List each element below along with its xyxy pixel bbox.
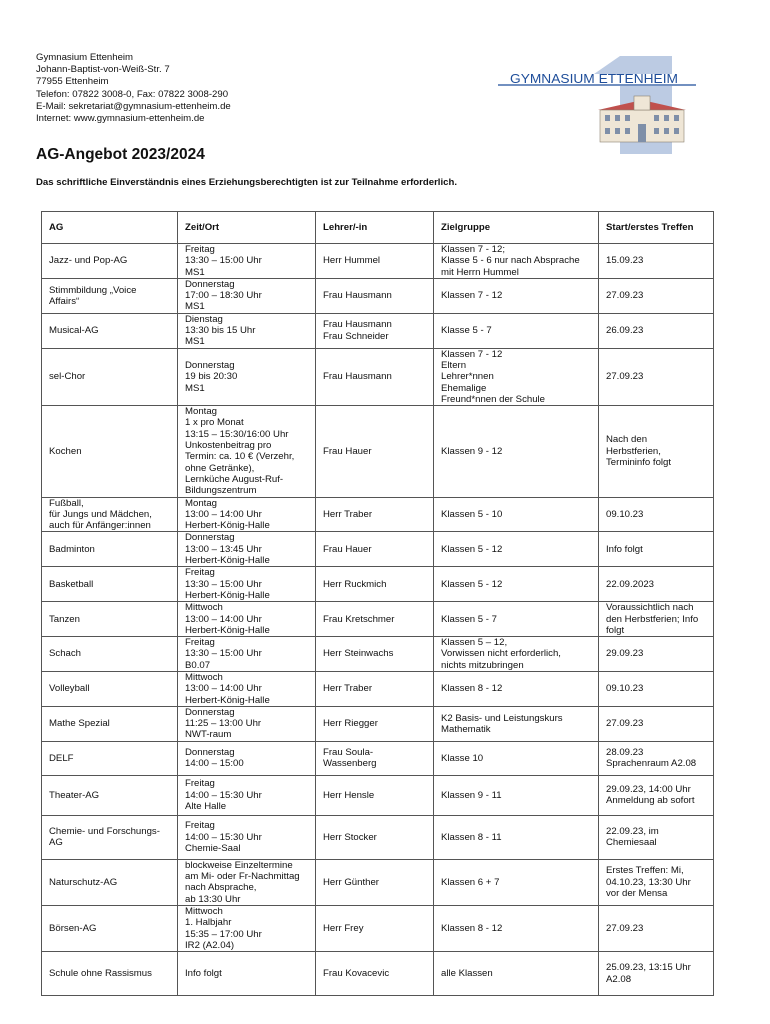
cell-line: Badminton xyxy=(49,543,95,555)
cell-line: 15:35 – 17:00 Uhr xyxy=(185,928,262,940)
table-row xyxy=(42,952,714,996)
cell-line: Termininfo folgt xyxy=(606,456,672,468)
cell-line: Klassen 9 - 11 xyxy=(441,789,502,801)
logo-text: GYMNASIUM ETTENHEIM xyxy=(510,72,678,86)
cell-line: Basketball xyxy=(49,578,94,590)
cell-line: Info folgt xyxy=(606,543,643,555)
cell-line: Freitag xyxy=(185,820,215,832)
cell-line: 1 x pro Monat xyxy=(185,417,244,429)
cell-ag xyxy=(42,706,178,741)
cell-ag xyxy=(42,952,178,996)
cell-line: 11:25 – 13:00 Uhr xyxy=(185,718,262,730)
header-teacher: Lehrer/-in xyxy=(316,212,434,244)
cell-line: 27.09.23 xyxy=(606,922,644,934)
cell-line: 25.09.23, 13:15 Uhr xyxy=(606,962,691,974)
cell-start xyxy=(599,278,714,313)
cell-ag xyxy=(42,313,178,348)
cell-target-group xyxy=(434,313,599,348)
cell-line: am Mi- oder Fr-Nachmittag xyxy=(185,871,300,883)
table-row xyxy=(42,406,714,497)
cell-line: Klassen 5 - 12 xyxy=(441,543,503,555)
cell-time-place xyxy=(178,671,316,706)
table-row xyxy=(42,532,714,567)
cell-line: Herbert-König-Halle xyxy=(185,624,270,636)
cell-time-place xyxy=(178,741,316,775)
cell-time-place xyxy=(178,497,316,532)
cell-target-group xyxy=(434,602,599,637)
cell-line: Klassen 5 - 10 xyxy=(441,508,503,520)
cell-line: A2.08 xyxy=(606,973,632,985)
cell-line: Vorwissen nicht erforderlich, xyxy=(441,648,561,660)
cell-target-group xyxy=(434,859,599,905)
cell-teacher xyxy=(316,775,434,815)
cell-teacher xyxy=(316,815,434,859)
cell-line: 14:00 – 15:00 xyxy=(185,758,244,770)
cell-line: 22.09.23, im xyxy=(606,825,659,837)
cell-line: Freund*nnen der Schule xyxy=(441,393,546,405)
cell-time-place xyxy=(178,532,316,567)
cell-line: Börsen-AG xyxy=(49,922,97,934)
cell-start xyxy=(599,775,714,815)
cell-start xyxy=(599,313,714,348)
cell-target-group xyxy=(434,406,599,497)
cell-time-place xyxy=(178,952,316,996)
cell-line: Frau Hausmann xyxy=(323,319,392,331)
table-row xyxy=(42,313,714,348)
cell-line: NWT-raum xyxy=(185,729,232,741)
cell-line: Chemie- und Forschungs- xyxy=(49,825,160,837)
cell-line: Klassen 7 - 12 xyxy=(441,290,503,302)
cell-line: für Jungs und Mädchen, xyxy=(49,508,152,520)
cell-teacher xyxy=(316,532,434,567)
cell-line: Klassen 5 - 12 xyxy=(441,578,503,590)
cell-start xyxy=(599,244,714,279)
cell-line: 13:30 – 15:00 Uhr xyxy=(185,648,262,660)
cell-ag xyxy=(42,497,178,532)
cell-teacher xyxy=(316,602,434,637)
cell-target-group xyxy=(434,741,599,775)
cell-line: Herr Traber xyxy=(323,508,373,520)
cell-start xyxy=(599,815,714,859)
cell-start xyxy=(599,567,714,602)
cell-line: ohne Getränke), xyxy=(185,462,255,474)
cell-line: Herbstferien, xyxy=(606,445,661,457)
table-row xyxy=(42,905,714,951)
cell-line: 27.09.23 xyxy=(606,718,644,730)
cell-ag xyxy=(42,905,178,951)
cell-teacher xyxy=(316,671,434,706)
cell-line: 15.09.23 xyxy=(606,255,644,267)
cell-line: Frau Soula- xyxy=(323,746,374,758)
cell-line: Herr Stocker xyxy=(323,831,377,843)
cell-line: Donnerstag xyxy=(185,278,235,290)
cell-target-group xyxy=(434,775,599,815)
cell-line: Wassenberg xyxy=(323,758,377,770)
table-row xyxy=(42,497,714,532)
cell-line: 28.09.23 xyxy=(606,746,644,758)
address-line: Gymnasium Ettenheim xyxy=(36,52,134,63)
cell-line: 09.10.23 xyxy=(606,683,644,695)
cell-ag xyxy=(42,348,178,405)
cell-line: Freitag xyxy=(185,637,215,649)
cell-teacher xyxy=(316,313,434,348)
cell-line: Freitag xyxy=(185,778,215,790)
cell-time-place xyxy=(178,244,316,279)
cell-teacher xyxy=(316,497,434,532)
table-row xyxy=(42,859,714,905)
cell-line: Montag xyxy=(185,497,217,509)
header-ag: AG xyxy=(42,212,178,244)
cell-line: Herr Hensle xyxy=(323,789,375,801)
cell-time-place xyxy=(178,706,316,741)
table-row xyxy=(42,567,714,602)
cell-target-group xyxy=(434,348,599,405)
cell-target-group xyxy=(434,952,599,996)
cell-teacher xyxy=(316,637,434,672)
cell-line: Klassen 8 - 12 xyxy=(441,683,503,695)
cell-time-place xyxy=(178,775,316,815)
cell-ag xyxy=(42,815,178,859)
cell-teacher xyxy=(316,741,434,775)
cell-line: 17:00 – 18:30 Uhr xyxy=(185,290,262,302)
cell-line: Alte Halle xyxy=(185,800,227,812)
cell-line: Donnerstag xyxy=(185,359,235,371)
cell-line: Stimmbildung „Voice xyxy=(49,284,137,296)
cell-line: Kochen xyxy=(49,445,82,457)
cell-line: 13:00 – 14:00 Uhr xyxy=(185,613,262,625)
cell-line: Dienstag xyxy=(185,313,223,325)
cell-line: Eltern xyxy=(441,359,467,371)
cell-line: Montag xyxy=(185,406,217,418)
cell-line: 26.09.23 xyxy=(606,325,644,337)
cell-time-place xyxy=(178,567,316,602)
consent-notice: Das schriftliche Einverständnis eines Erziehungsberechtigten ist zur Teilnahme erforderlich. xyxy=(36,177,457,188)
cell-time-place xyxy=(178,406,316,497)
cell-time-place xyxy=(178,278,316,313)
cell-teacher xyxy=(316,244,434,279)
cell-line: Klassen 7 - 12 xyxy=(441,348,503,360)
cell-line: Bildungszentrum xyxy=(185,485,257,497)
cell-line: DELF xyxy=(49,752,74,764)
cell-teacher xyxy=(316,406,434,497)
cell-time-place xyxy=(178,637,316,672)
cell-ag xyxy=(42,244,178,279)
cell-teacher xyxy=(316,859,434,905)
header-start: Start/erstes Treffen xyxy=(599,212,714,244)
cell-line: Klasse 5 - 7 xyxy=(441,325,492,337)
table-row xyxy=(42,244,714,279)
cell-line: Voraussichtlich nach xyxy=(606,602,694,614)
cell-time-place xyxy=(178,602,316,637)
cell-line: nach Absprache, xyxy=(185,882,257,894)
table-row xyxy=(42,706,714,741)
cell-line: Donnerstag xyxy=(185,746,235,758)
cell-target-group xyxy=(434,815,599,859)
cell-line: Frau Hauer xyxy=(323,543,372,555)
cell-line: Herr Riegger xyxy=(323,718,378,730)
cell-line: nichts mitzubringen xyxy=(441,659,524,671)
cell-line: ab 13:30 Uhr xyxy=(185,893,241,905)
cell-line: 13:00 – 14:00 Uhr xyxy=(185,683,262,695)
cell-start xyxy=(599,905,714,951)
cell-line: Lehrer*nnen xyxy=(441,371,494,383)
cell-teacher xyxy=(316,278,434,313)
cell-line: Klasse 5 - 6 nur nach Absprache xyxy=(441,255,580,267)
cell-line: Herr Ruckmich xyxy=(323,578,387,590)
cell-line: Herr Traber xyxy=(323,683,373,695)
cell-line: Herbert-König-Halle xyxy=(185,589,270,601)
table-row xyxy=(42,637,714,672)
cell-line: Herr Steinwachs xyxy=(323,648,394,660)
cell-line: mit Herrn Hummel xyxy=(441,266,519,278)
cell-line: 13:30 – 15:00 Uhr xyxy=(185,255,262,267)
cell-line: Klassen 5 - 7 xyxy=(441,613,497,625)
cell-target-group xyxy=(434,671,599,706)
cell-line: Mittwoch xyxy=(185,602,223,614)
cell-line: Mathematik xyxy=(441,723,491,735)
cell-start xyxy=(599,602,714,637)
cell-line: blockweise Einzeltermine xyxy=(185,859,293,871)
cell-line: Frau Kretschmer xyxy=(323,613,395,625)
cell-line: Frau Hausmann xyxy=(323,371,392,383)
cell-line: Herbert-König-Halle xyxy=(185,694,270,706)
address-line: 77955 Ettenheim xyxy=(36,76,109,88)
cell-line: AG xyxy=(49,837,63,849)
cell-ag xyxy=(42,671,178,706)
cell-line: Volleyball xyxy=(49,683,90,695)
cell-ag xyxy=(42,567,178,602)
cell-line: Herr Günther xyxy=(323,876,379,888)
cell-start xyxy=(599,532,714,567)
cell-line: Ehemalige xyxy=(441,382,487,394)
cell-target-group xyxy=(434,278,599,313)
cell-line: 09.10.23 xyxy=(606,508,644,520)
cell-line: Chemiesaal xyxy=(606,837,657,849)
cell-start xyxy=(599,952,714,996)
cell-line: Klassen 9 - 12 xyxy=(441,445,503,457)
cell-line: Freitag xyxy=(185,244,215,255)
cell-line: 29.09.23, 14:00 Uhr xyxy=(606,783,691,795)
address-line: Internet: www.gymnasium-ettenheim.de xyxy=(36,113,205,125)
header-target-group: Zielgruppe xyxy=(434,212,599,244)
cell-ag xyxy=(42,278,178,313)
cell-target-group xyxy=(434,706,599,741)
table-row xyxy=(42,348,714,405)
address-line: E-Mail: sekretariat@gymnasium-ettenheim.de xyxy=(36,100,231,112)
cell-ag xyxy=(42,741,178,775)
cell-line: sel-Chor xyxy=(49,371,86,383)
cell-line: Affairs“ xyxy=(49,295,80,307)
cell-line: MS1 xyxy=(185,382,205,394)
cell-line: Jazz- und Pop-AG xyxy=(49,255,128,267)
cell-line: auch für Anfänger:innen xyxy=(49,520,151,532)
cell-line: IR2 (A2.04) xyxy=(185,939,235,951)
cell-line: 19 bis 20:30 xyxy=(185,371,238,383)
cell-line: Sprachenraum A2.08 xyxy=(606,758,697,770)
cell-line: Naturschutz-AG xyxy=(49,876,118,888)
cell-target-group xyxy=(434,497,599,532)
cell-time-place xyxy=(178,905,316,951)
cell-time-place xyxy=(178,313,316,348)
cell-start xyxy=(599,348,714,405)
cell-teacher xyxy=(316,905,434,951)
cell-teacher xyxy=(316,952,434,996)
cell-line: Erstes Treffen: Mi, xyxy=(606,865,684,877)
cell-line: 13:30 – 15:00 Uhr xyxy=(185,578,262,590)
cell-line: Mittwoch xyxy=(185,671,223,683)
cell-line: Schach xyxy=(49,648,81,660)
cell-line: Tanzen xyxy=(49,613,80,625)
cell-ag xyxy=(42,859,178,905)
cell-start xyxy=(599,637,714,672)
cell-target-group xyxy=(434,905,599,951)
cell-line: Donnerstag xyxy=(185,706,235,718)
cell-line: Frau Kovacevic xyxy=(323,967,390,979)
cell-line: 13:00 – 13:45 Uhr xyxy=(185,543,262,555)
cell-line: Schule ohne Rassismus xyxy=(49,967,152,979)
cell-line: Frau Hausmann xyxy=(323,290,392,302)
cell-target-group xyxy=(434,532,599,567)
cell-line: B0.07 xyxy=(185,659,211,671)
cell-start xyxy=(599,671,714,706)
table-row xyxy=(42,815,714,859)
school-address xyxy=(36,52,231,125)
cell-line: den Herbstferien; Info xyxy=(606,613,699,625)
cell-line: 14:00 – 15:30 Uhr xyxy=(185,831,262,843)
cell-ag xyxy=(42,602,178,637)
table-header-row xyxy=(42,212,714,244)
cell-line: Lernküche August-Ruf- xyxy=(185,473,284,485)
cell-line: Donnerstag xyxy=(185,532,235,544)
cell-line: vor der Mensa xyxy=(606,888,668,899)
cell-line: 1. Halbjahr xyxy=(185,917,232,929)
cell-line: Nach den xyxy=(606,434,648,446)
cell-line: Chemie-Saal xyxy=(185,842,241,854)
cell-line: MS1 xyxy=(185,266,205,278)
cell-teacher xyxy=(316,706,434,741)
school-logo xyxy=(494,52,700,157)
cell-line: Klassen 8 - 12 xyxy=(441,922,503,934)
cell-start xyxy=(599,706,714,741)
cell-line: Klassen 5 – 12, xyxy=(441,637,508,649)
cell-target-group xyxy=(434,567,599,602)
cell-ag xyxy=(42,532,178,567)
cell-line: Herr Frey xyxy=(323,922,364,934)
header-time-place: Zeit/Ort xyxy=(178,212,316,244)
cell-line: Mathe Spezial xyxy=(49,718,110,730)
cell-target-group xyxy=(434,244,599,279)
page-title: AG-Angebot 2023/2024 xyxy=(36,146,205,163)
cell-ag xyxy=(42,406,178,497)
cell-line: Klassen 7 - 12; xyxy=(441,244,505,255)
cell-line: Freitag xyxy=(185,567,215,579)
cell-line: Unkostenbeitrag pro xyxy=(185,440,272,452)
cell-line: MS1 xyxy=(185,336,205,348)
cell-start xyxy=(599,497,714,532)
cell-line: 04.10.23, 13:30 Uhr xyxy=(606,876,691,888)
cell-line: Frau Hauer xyxy=(323,445,372,457)
cell-line: 27.09.23 xyxy=(606,371,644,383)
cell-teacher xyxy=(316,348,434,405)
cell-time-place xyxy=(178,815,316,859)
cell-line: Fußball, xyxy=(49,497,84,509)
cell-line: 13:30 bis 15 Uhr xyxy=(185,325,256,337)
cell-line: Klassen 6 + 7 xyxy=(441,876,500,888)
cell-line: Klasse 10 xyxy=(441,752,484,764)
cell-line: Anmeldung ab sofort xyxy=(606,795,695,807)
cell-ag xyxy=(42,775,178,815)
cell-line: Mittwoch xyxy=(185,905,223,917)
cell-line: Frau Schneider xyxy=(323,330,389,342)
cell-line: 22.09.2023 xyxy=(606,578,655,590)
cell-ag xyxy=(42,637,178,672)
cell-line: Herbert-König-Halle xyxy=(185,555,270,567)
cell-line: K2 Basis- und Leistungskurs xyxy=(441,712,563,724)
table-row xyxy=(42,278,714,313)
cell-line: 13:15 – 15:30/16:00 Uhr xyxy=(185,428,289,440)
table-row xyxy=(42,671,714,706)
table-row xyxy=(42,741,714,775)
cell-line: Theater-AG xyxy=(49,789,100,801)
table-row xyxy=(42,602,714,637)
cell-line: Termin: ca. 10 € (Verzehr, xyxy=(185,451,295,463)
cell-line: 27.09.23 xyxy=(606,290,644,302)
cell-line: Herbert-König-Halle xyxy=(185,520,270,532)
cell-line: Musical-AG xyxy=(49,325,99,337)
logo-building xyxy=(598,96,686,142)
cell-line: Herr Hummel xyxy=(323,255,381,267)
address-line: Telefon: 07822 3008-0, Fax: 07822 3008-290 xyxy=(36,88,229,100)
cell-line: 13:00 – 14:00 Uhr xyxy=(185,508,262,520)
cell-target-group xyxy=(434,637,599,672)
address-line: Johann-Baptist-von-Weiß-Str. 7 xyxy=(36,64,170,76)
cell-time-place xyxy=(178,859,316,905)
cell-line: 14:00 – 15:30 Uhr xyxy=(185,789,262,801)
cell-line: folgt xyxy=(606,624,625,636)
ag-table xyxy=(41,211,714,996)
cell-line: 29.09.23 xyxy=(606,648,644,660)
cell-line: Info folgt xyxy=(185,967,222,979)
cell-start xyxy=(599,859,714,905)
cell-teacher xyxy=(316,567,434,602)
cell-time-place xyxy=(178,348,316,405)
table-row xyxy=(42,775,714,815)
cell-line: MS1 xyxy=(185,301,205,313)
cell-line: alle Klassen xyxy=(441,967,493,979)
cell-line: Klassen 8 - 11 xyxy=(441,831,502,843)
cell-start xyxy=(599,406,714,497)
cell-start xyxy=(599,741,714,775)
